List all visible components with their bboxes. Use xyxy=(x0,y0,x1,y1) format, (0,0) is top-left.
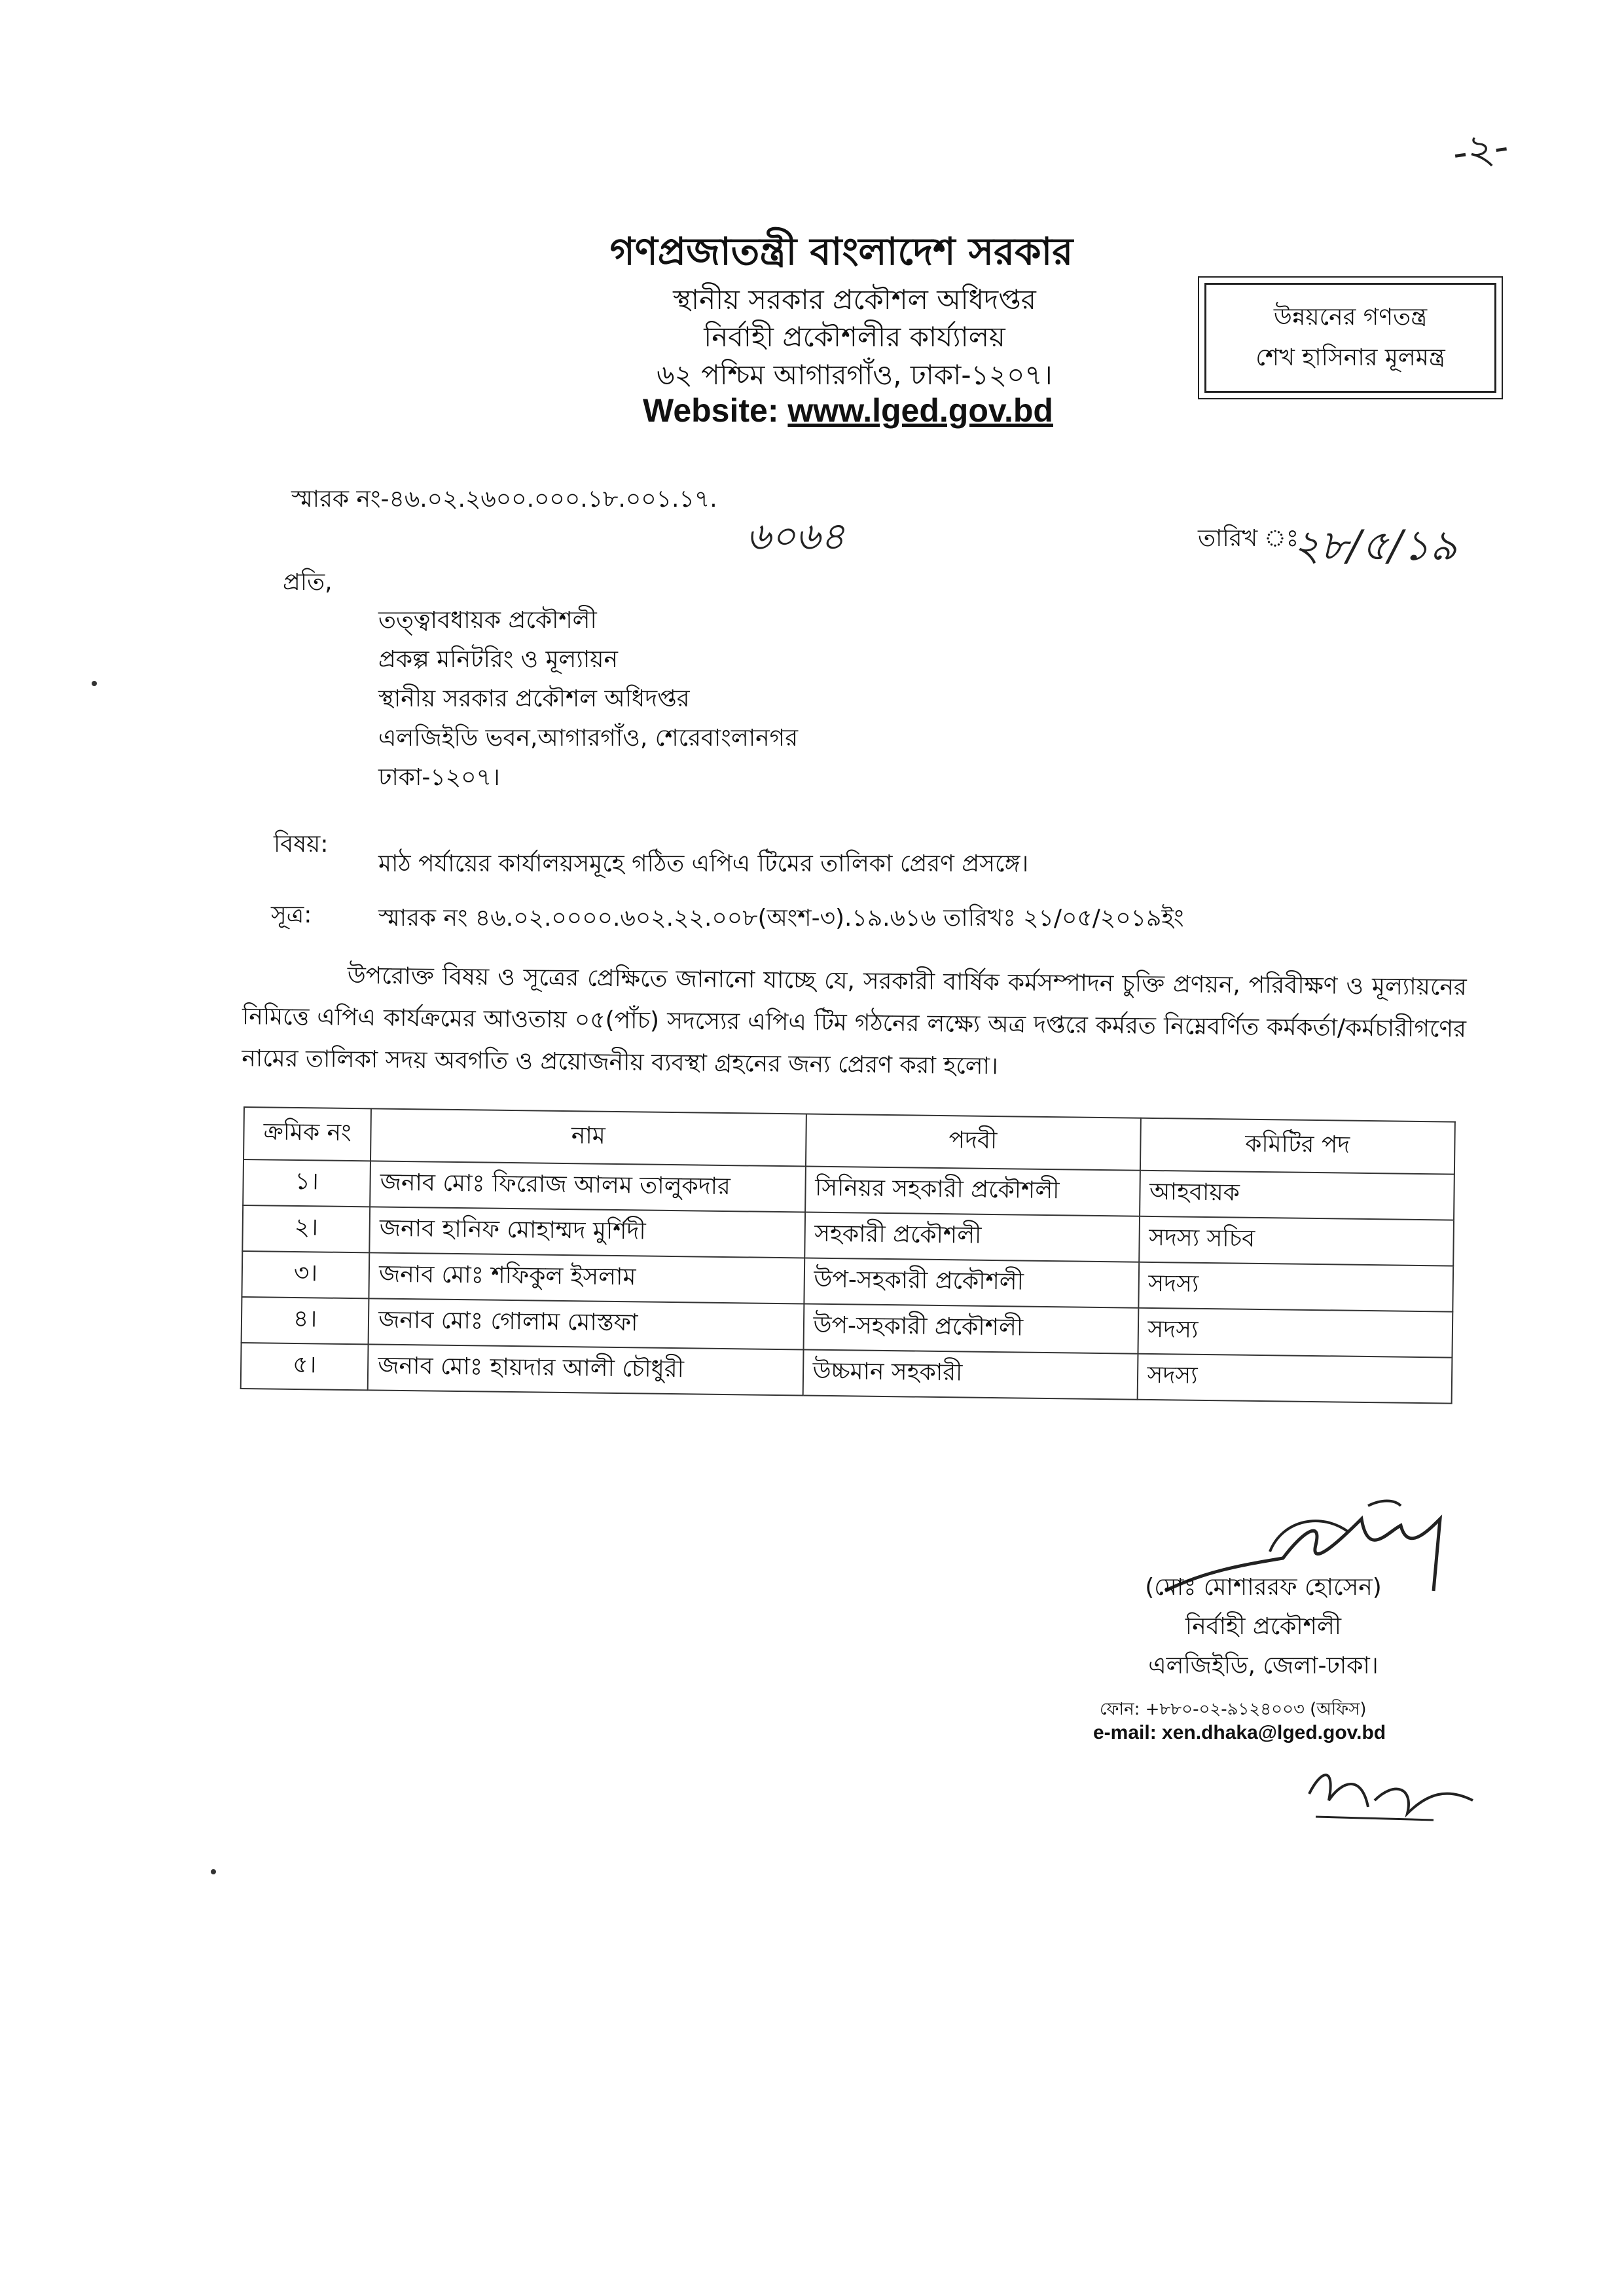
department-name: স্থানীয় সরকার প্রকৌশল অধিদপ্তর xyxy=(673,283,1036,316)
slogan-line-2: শেখ হাসিনার মূলমন্ত্র xyxy=(1255,344,1445,371)
recipient-line: প্রকল্প মনিটরিং ও মূল্যায়ন xyxy=(378,646,618,673)
slogan-line-1: উন্নয়নের গণতন্ত্র xyxy=(1273,304,1428,331)
cell-serial: ৩। xyxy=(242,1251,369,1298)
cell-committee-role: সদস্য xyxy=(1137,1354,1452,1404)
cell-designation: উপ-সহকারী প্রকৌশলী xyxy=(803,1303,1138,1353)
cell-committee-role: সদস্য সচিব xyxy=(1139,1216,1454,1266)
subject-label: বিষয়: xyxy=(274,831,329,858)
signatory-title: নির্বাহী প্রকৌশলী xyxy=(1185,1613,1342,1640)
date-label: তারিখ ঃ xyxy=(1198,525,1299,552)
website-label: Website: xyxy=(643,392,779,429)
cell-name: জনাব মোঃ হায়দার আলী চৌধুরী xyxy=(368,1344,803,1395)
cell-serial: ৪। xyxy=(242,1297,369,1344)
date-handwritten: ২৮/৫/১৯ xyxy=(1293,522,1457,570)
cell-committee-role: সদস্য xyxy=(1138,1262,1453,1312)
header-committee-role: কমিটির পদ xyxy=(1140,1118,1455,1175)
recipient-line: তত্ত্বাবধায়ক প্রকৌশলী xyxy=(378,607,597,634)
header-serial: ক্রমিক নং xyxy=(244,1107,371,1161)
recipient-line: এলজিইডি ভবন,আগারগাঁও, শেরেবাংলানগর xyxy=(378,725,799,752)
office-email[interactable]: e-mail: xen.dhaka@lged.gov.bd xyxy=(1093,1722,1386,1743)
recipient-line: স্থানীয় সরকার প্রকৌশল অধিদপ্তর xyxy=(378,685,690,712)
cell-designation: উচ্চমান সহকারী xyxy=(803,1349,1138,1399)
cell-designation: সিনিয়র সহকারী প্রকৌশলী xyxy=(805,1166,1140,1216)
cell-serial: ২। xyxy=(242,1205,370,1252)
government-title: গণপ্রজাতন্ত্রী বাংলাদেশ সরকার xyxy=(609,229,1074,274)
cell-serial: ১। xyxy=(243,1159,370,1207)
office-name: নির্বাহী প্রকৌশলীর কার্য্যালয় xyxy=(704,321,1005,353)
recipient-to-label: প্রতি, xyxy=(283,569,333,596)
signatory-office: এলজিইডি, জেলা-ঢাকা। xyxy=(1148,1652,1379,1679)
apa-team-table xyxy=(240,1106,1456,1404)
slogan-box xyxy=(1204,283,1496,393)
reference-text: স্মারক নং ৪৬.০২.০০০০.৬০২.২২.০০৮(অংশ-৩).১৯.৬১৬ তারিখঃ ২১/০৫/২০১৯ইং xyxy=(378,905,1184,932)
signature-block xyxy=(1080,1568,1447,1686)
cell-designation: উপ-সহকারী প্রকৌশলী xyxy=(804,1258,1139,1307)
memo-number: স্মারক নং-৪৬.০২.২৬০০.০০০.১৮.০০১.১৭. xyxy=(291,486,717,513)
cell-serial: ৫। xyxy=(241,1343,369,1390)
scan-speck xyxy=(92,681,97,686)
recipient-line: ঢাকা-১২০৭। xyxy=(378,764,500,791)
header-designation: পদবী xyxy=(805,1114,1140,1171)
memo-number-handwritten: ৬০৬৪ xyxy=(746,514,845,558)
cell-name: জনাব মোঃ গোলাম মোস্তফা xyxy=(369,1298,804,1349)
office-phone: ফোন: +৮৮০-০২-৯১২৪০০৩ (অফিস) xyxy=(1100,1700,1367,1719)
cell-name: জনাব হানিফ মোহাম্মদ মুর্শিদী xyxy=(369,1207,804,1258)
cell-designation: সহকারী প্রকৌশলী xyxy=(804,1212,1140,1262)
website-link[interactable]: www.lged.gov.bd xyxy=(787,392,1053,429)
header-name: নাম xyxy=(370,1108,806,1166)
reference-label: সূত্র: xyxy=(271,902,312,928)
page-number-mark: -২- xyxy=(1449,122,1511,178)
cell-name: জনাব মোঃ ফিরোজ আলম তালুকদার xyxy=(370,1161,805,1212)
office-address: ৬২ পশ্চিম আগারগাঁও, ঢাকা-১২০৭। xyxy=(657,359,1053,391)
body-paragraph: উপরোক্ত বিষয় ও সূত্রের প্রেক্ষিতে জানানো যাচ্ছে যে, সরকারী বার্ষিক কর্মসম্পাদন চুক্তি প্রণয়ন, পরিবীক্ষণ ও মূল্যায়নের নিমিত্তে এপিএ কার্যক্রমের আওতায় ০৫(পাঁচ) সদস্যের এপিএ টিম গঠনের লক্ষ্যে অত্র দপ্তরে কর্মরত নিম্নেবর্ণিত কর্মকর্তা/কর্মচারীগণের নামের তালিকা সদয় অবগতি ও প্রয়োজনীয় ব্যবস্থা গ্রহনের জন্য প্রেরণ করা হলো। xyxy=(242,962,1467,1080)
initial-scribble xyxy=(1303,1755,1486,1827)
cell-committee-role: আহবায়ক xyxy=(1140,1171,1454,1220)
cell-committee-role: সদস্য xyxy=(1138,1308,1453,1358)
website-line xyxy=(0,392,1624,429)
subject-text: মাঠ পর্যায়ের কার্যালয়সমূহে গঠিত এপিএ টিমের তালিকা প্রেরণ প্রসঙ্গে। xyxy=(378,850,1029,877)
cell-name: জনাব মোঃ শফিকুল ইসলাম xyxy=(369,1252,804,1303)
signatory-name: (মোঃ মোশাররফ হোসেন) xyxy=(1145,1574,1382,1601)
scan-speck xyxy=(211,1869,216,1874)
